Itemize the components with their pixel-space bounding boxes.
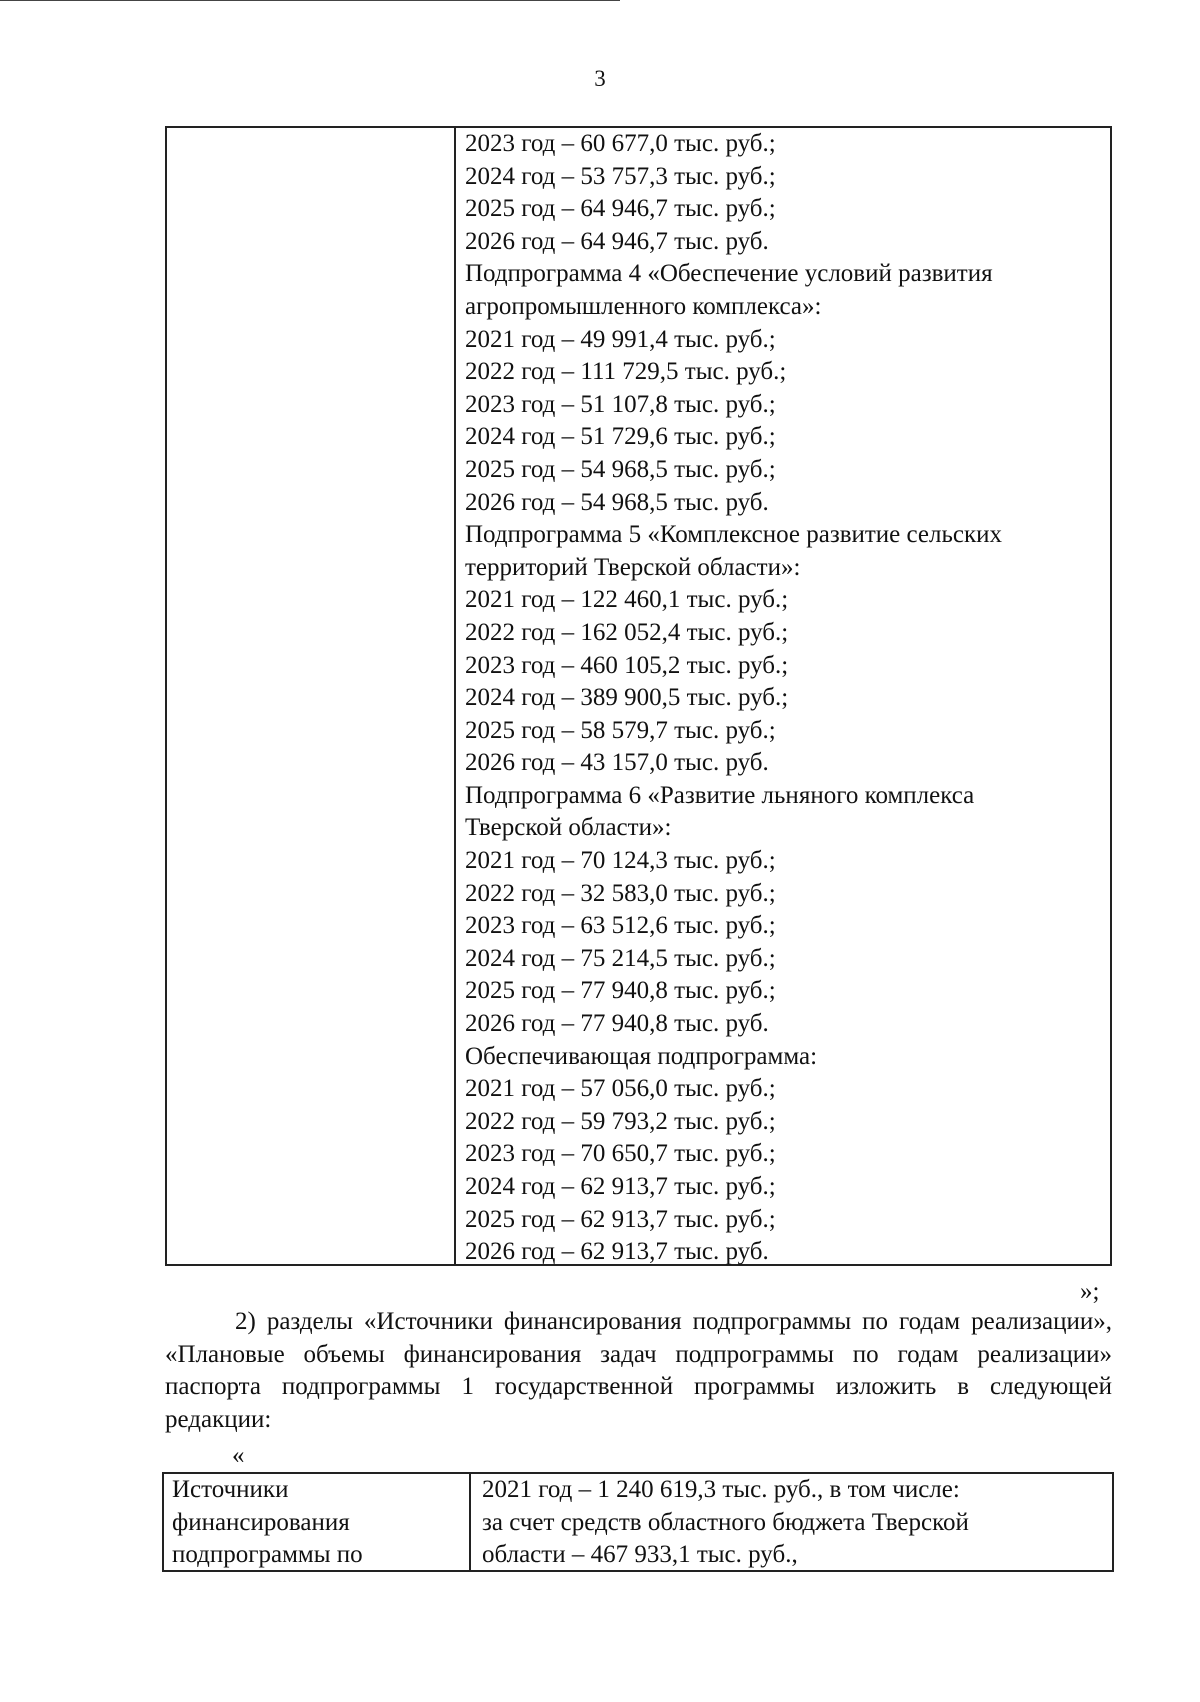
funding-line: 2021 год – 57 056,0 тыс. руб.; [465,1075,776,1103]
page-number: 3 [594,66,606,91]
funding-line: Подпрограмма 6 «Развитие льняного комплекса [465,781,975,809]
funding-line: 2023 год – 63 512,6 тыс. руб.; [465,912,776,940]
funding-line: 2026 год – 43 157,0 тыс. руб. [465,749,769,777]
funding-line: 2022 год – 59 793,2 тыс. руб.; [465,1107,776,1135]
funding-line: 2026 год – 54 968,5 тыс. руб. [465,488,769,516]
funding-line: 2024 год – 75 214,5 тыс. руб.; [465,944,776,972]
funding-line: 2024 год – 389 900,5 тыс. руб.; [465,684,789,712]
funding-line: 2023 год – 60 677,0 тыс. руб.; [465,130,776,157]
funding-line: 2026 год – 77 940,8 тыс. руб. [465,1010,769,1038]
funding-line: 2022 год – 32 583,0 тыс. руб.; [465,879,776,907]
funding-line: агропромышленного комплекса»: [465,292,822,320]
funding-line: 2021 год – 49 991,4 тыс. руб.; [465,325,776,353]
scan-edge-line [0,0,620,1]
funding-line: 2022 год – 162 052,4 тыс. руб.; [465,618,789,646]
funding-sources-table [162,1472,1114,1572]
closing-quote: »; [1080,1278,1100,1305]
table-column-divider [469,1474,471,1570]
funding-line: 2025 год – 64 946,7 тыс. руб.; [465,195,776,223]
value-line: за счет средств областного бюджета Тверской [482,1508,969,1536]
funding-line: 2023 год – 460 105,2 тыс. руб.; [465,651,789,679]
funding-line: 2023 год – 51 107,8 тыс. руб.; [465,390,776,418]
funding-line: 2025 год – 62 913,7 тыс. руб.; [465,1205,776,1233]
funding-line: 2025 год – 58 579,7 тыс. руб.; [465,716,776,744]
table-column-divider [454,128,456,1264]
funding-line: 2025 год – 54 968,5 тыс. руб.; [465,455,776,483]
value-line: области – 467 933,1 тыс. руб., [482,1541,798,1568]
funding-line: Подпрограмма 5 «Комплексное развитие сельских [465,521,1003,549]
funding-sources-value-cell [482,1474,1104,1572]
funding-line: 2021 год – 70 124,3 тыс. руб.; [465,847,776,875]
funding-line: 2021 год – 122 460,1 тыс. руб.; [465,586,789,614]
funding-line: 2024 год – 51 729,6 тыс. руб.; [465,423,776,451]
funding-line: 2024 год – 62 913,7 тыс. руб.; [465,1173,776,1200]
funding-line: Подпрограмма 4 «Обеспечение условий развития [465,260,993,288]
funding-line: территорий Тверской области»: [465,553,801,581]
funding-line: Обеспечивающая подпрограмма: [465,1042,818,1070]
amendment-paragraph: 2) разделы «Источники финансирования подпрограммы по годам реализации», «Плановые объемы финансирования задач подпрограммы по годам реализации» паспорта подпрограммы 1 государственной программы изложить в следующей редакции: [165,1308,1112,1433]
funding-line: 2026 год – 62 913,7 тыс. руб. [465,1238,769,1266]
funding-line: 2026 год – 64 946,7 тыс. руб. [465,227,769,255]
funding-lines-list [465,128,1102,1269]
label-line: Источники [172,1476,289,1503]
funding-line: 2025 год – 77 940,8 тыс. руб.; [465,977,776,1005]
funding-line: 2023 год – 70 650,7 тыс. руб.; [465,1140,776,1168]
value-line: 2021 год – 1 240 619,3 тыс. руб., в том числе: [482,1476,960,1503]
opening-quote: « [232,1442,245,1469]
funding-line: 2024 год – 53 757,3 тыс. руб.; [465,162,776,190]
funding-line: 2022 год – 111 729,5 тыс. руб.; [465,358,787,386]
label-line: финансирования [172,1508,350,1536]
funding-line: Тверской области»: [465,814,672,842]
label-line: подпрограммы по [172,1541,363,1568]
funding-table-continued [165,126,1112,1266]
funding-sources-label-cell [172,1474,462,1572]
